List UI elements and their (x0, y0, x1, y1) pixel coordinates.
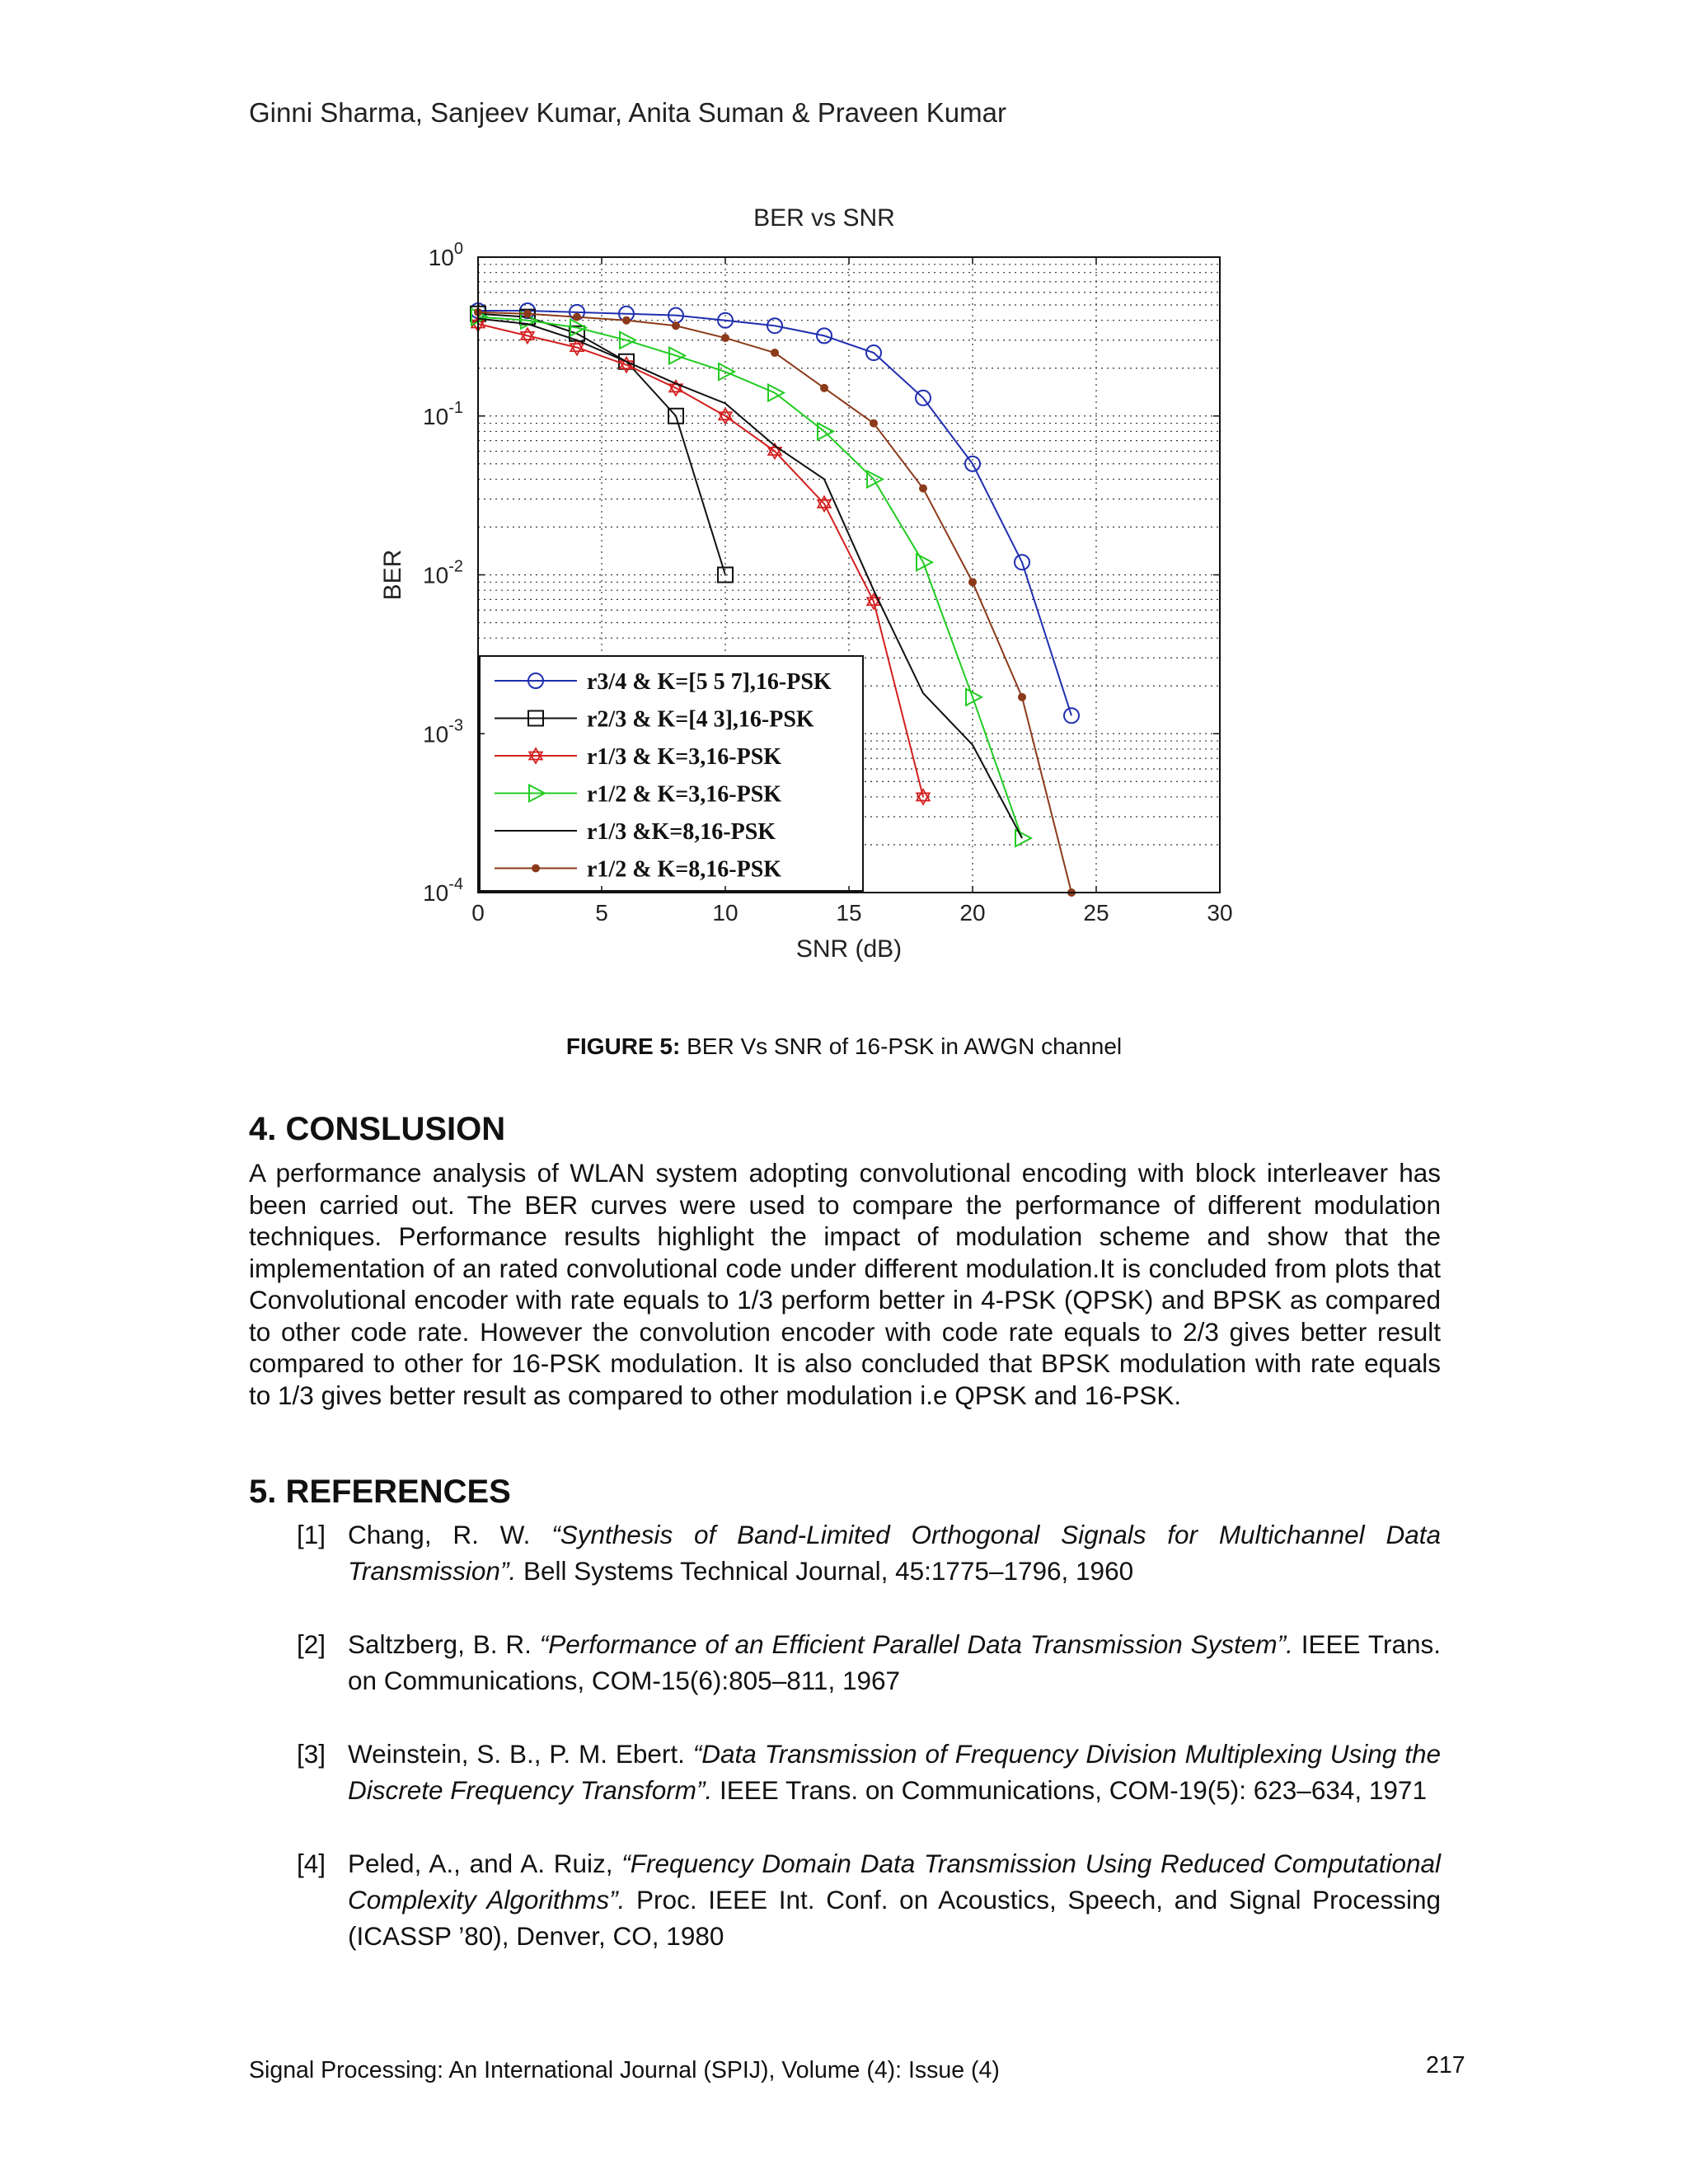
conclusion-paragraph: A performance analysis of WLAN system adopting convolutional encoding with block interleaver has been carried out. The BER curves were used to compare the performance of different modulation techniques. Performance results highlight the impact of modulation scheme and show that the implementation of an rated convolutional code under different modulation.It is concluded from plots that Convolutional encoder with rate equals to 1/3 perform better in 4-PSK (QPSK) and BPSK as compared to other code rate. However the convolution encoder with code rate equals to 2/3 gives better result compared to other for 16-PSK modulation. It is also concluded that BPSK modulation with rate equals to 1/3 gives better result as compared to other modulation i.e QPSK and 16-PSK. (249, 1158, 1441, 1410)
data-point (524, 310, 532, 317)
x-tick-label: 25 (1083, 900, 1109, 926)
data-point (1019, 693, 1026, 701)
reference-item (297, 1736, 1441, 1808)
reference-authors: Chang, R. W. (348, 1520, 552, 1549)
reference-authors: Saltzberg, B. R. (348, 1629, 540, 1659)
y-tick-base: 10 (423, 721, 449, 748)
data-point (920, 485, 927, 492)
data-point (673, 322, 680, 330)
reference-item (297, 1845, 1441, 1954)
reference-source: IEEE Trans. on Communications, COM-15(6):805–811, 1967 (348, 1629, 1441, 1695)
y-tick-base: 10 (423, 562, 449, 588)
section-title-references: 5. REFERENCES (249, 1474, 511, 1510)
x-tick-label: 0 (471, 900, 485, 926)
y-tick-base: 10 (428, 245, 454, 270)
data-point (574, 313, 581, 321)
reference-number: [3] (297, 1739, 326, 1769)
x-tick-label: 20 (959, 900, 986, 926)
reference-number: [1] (297, 1520, 326, 1549)
data-point (821, 384, 828, 391)
legend-label: r1/2 & K=3,16-PSK (587, 781, 782, 808)
reference-number: [4] (297, 1849, 326, 1878)
data-point (771, 349, 779, 357)
chart-title: BER vs SNR (753, 204, 895, 232)
page-number: 217 (1426, 2052, 1465, 2079)
section-title-conclusion: 4. CONSLUSION (249, 1111, 506, 1147)
x-axis-label: SNR (dB) (795, 935, 903, 963)
reference-source: IEEE Trans. on Communications, COM-19(5): 623–634, 1971 (712, 1775, 1427, 1805)
reference-title: “Data Transmission of Frequency Division Multiplexing Using the Discrete Frequency Transform”. (348, 1739, 1441, 1805)
figure-caption (0, 1033, 1688, 1060)
data-point (623, 316, 631, 324)
legend-label: r1/2 & K=8,16-PSK (587, 856, 782, 883)
figure-ber-vs-snr (363, 198, 1253, 981)
figure-label: FIGURE 5: (565, 1033, 681, 1059)
y-tick-exponent: 0 (453, 240, 463, 258)
reference-authors: Weinstein, S. B., P. M. Ebert. (348, 1739, 693, 1769)
x-tick-label: 15 (836, 900, 862, 926)
reference-title: “Frequency Domain Data Transmission Using Reduced Computational Complexity Algorithms”. (348, 1849, 1442, 1915)
y-axis-label: BER (378, 549, 406, 601)
data-point (969, 579, 977, 586)
chart-legend (480, 656, 863, 891)
x-tick-label: 5 (595, 900, 608, 926)
data-point (870, 419, 878, 427)
reference-item (297, 1516, 1441, 1589)
reference-source: Bell Systems Technical Journal, 45:1775–1796, 1960 (516, 1556, 1134, 1586)
y-tick-exponent: -4 (448, 875, 463, 893)
reference-source: Proc. IEEE Int. Conf. on Acoustics, Speech, and Signal Processing (ICASSP ’80), Denver, CO, 1980 (348, 1885, 1441, 1951)
reference-item (297, 1626, 1441, 1699)
legend-label: r1/3 &K=8,16-PSK (587, 819, 776, 845)
x-tick-label: 30 (1207, 900, 1233, 926)
ber-snr-chart (363, 198, 1253, 981)
y-tick-exponent: -1 (448, 398, 463, 417)
legend-label: r2/3 & K=[4 3],16-PSK (587, 706, 814, 733)
x-tick-label: 10 (712, 900, 738, 926)
y-tick-exponent: -3 (448, 716, 463, 735)
legend-marker (532, 865, 540, 872)
reference-title: “Performance of an Efficient Parallel Data Transmission System”. (539, 1629, 1293, 1659)
y-tick-base: 10 (423, 880, 449, 906)
legend-label: r3/4 & K=[5 5 7],16-PSK (587, 669, 832, 695)
y-tick-exponent: -2 (448, 557, 463, 576)
legend-label: r1/3 & K=3,16-PSK (587, 744, 782, 770)
figure-caption-text: BER Vs SNR of 16-PSK in AWGN channel (680, 1033, 1123, 1059)
running-header-authors: Ginni Sharma, Sanjeev Kumar, Anita Suman & Praveen Kumar (249, 97, 1006, 128)
y-tick-base: 10 (423, 403, 449, 429)
reference-title: “Synthesis of Band-Limited Orthogonal Signals for Multichannel Data Transmission”. (348, 1520, 1441, 1586)
reference-authors: Peled, A., and A. Ruiz, (348, 1849, 622, 1878)
reference-number: [2] (297, 1629, 326, 1659)
footer-journal: Signal Processing: An International Journal (SPIJ), Volume (4): Issue (4) (249, 2057, 1000, 2083)
data-point (722, 335, 729, 342)
